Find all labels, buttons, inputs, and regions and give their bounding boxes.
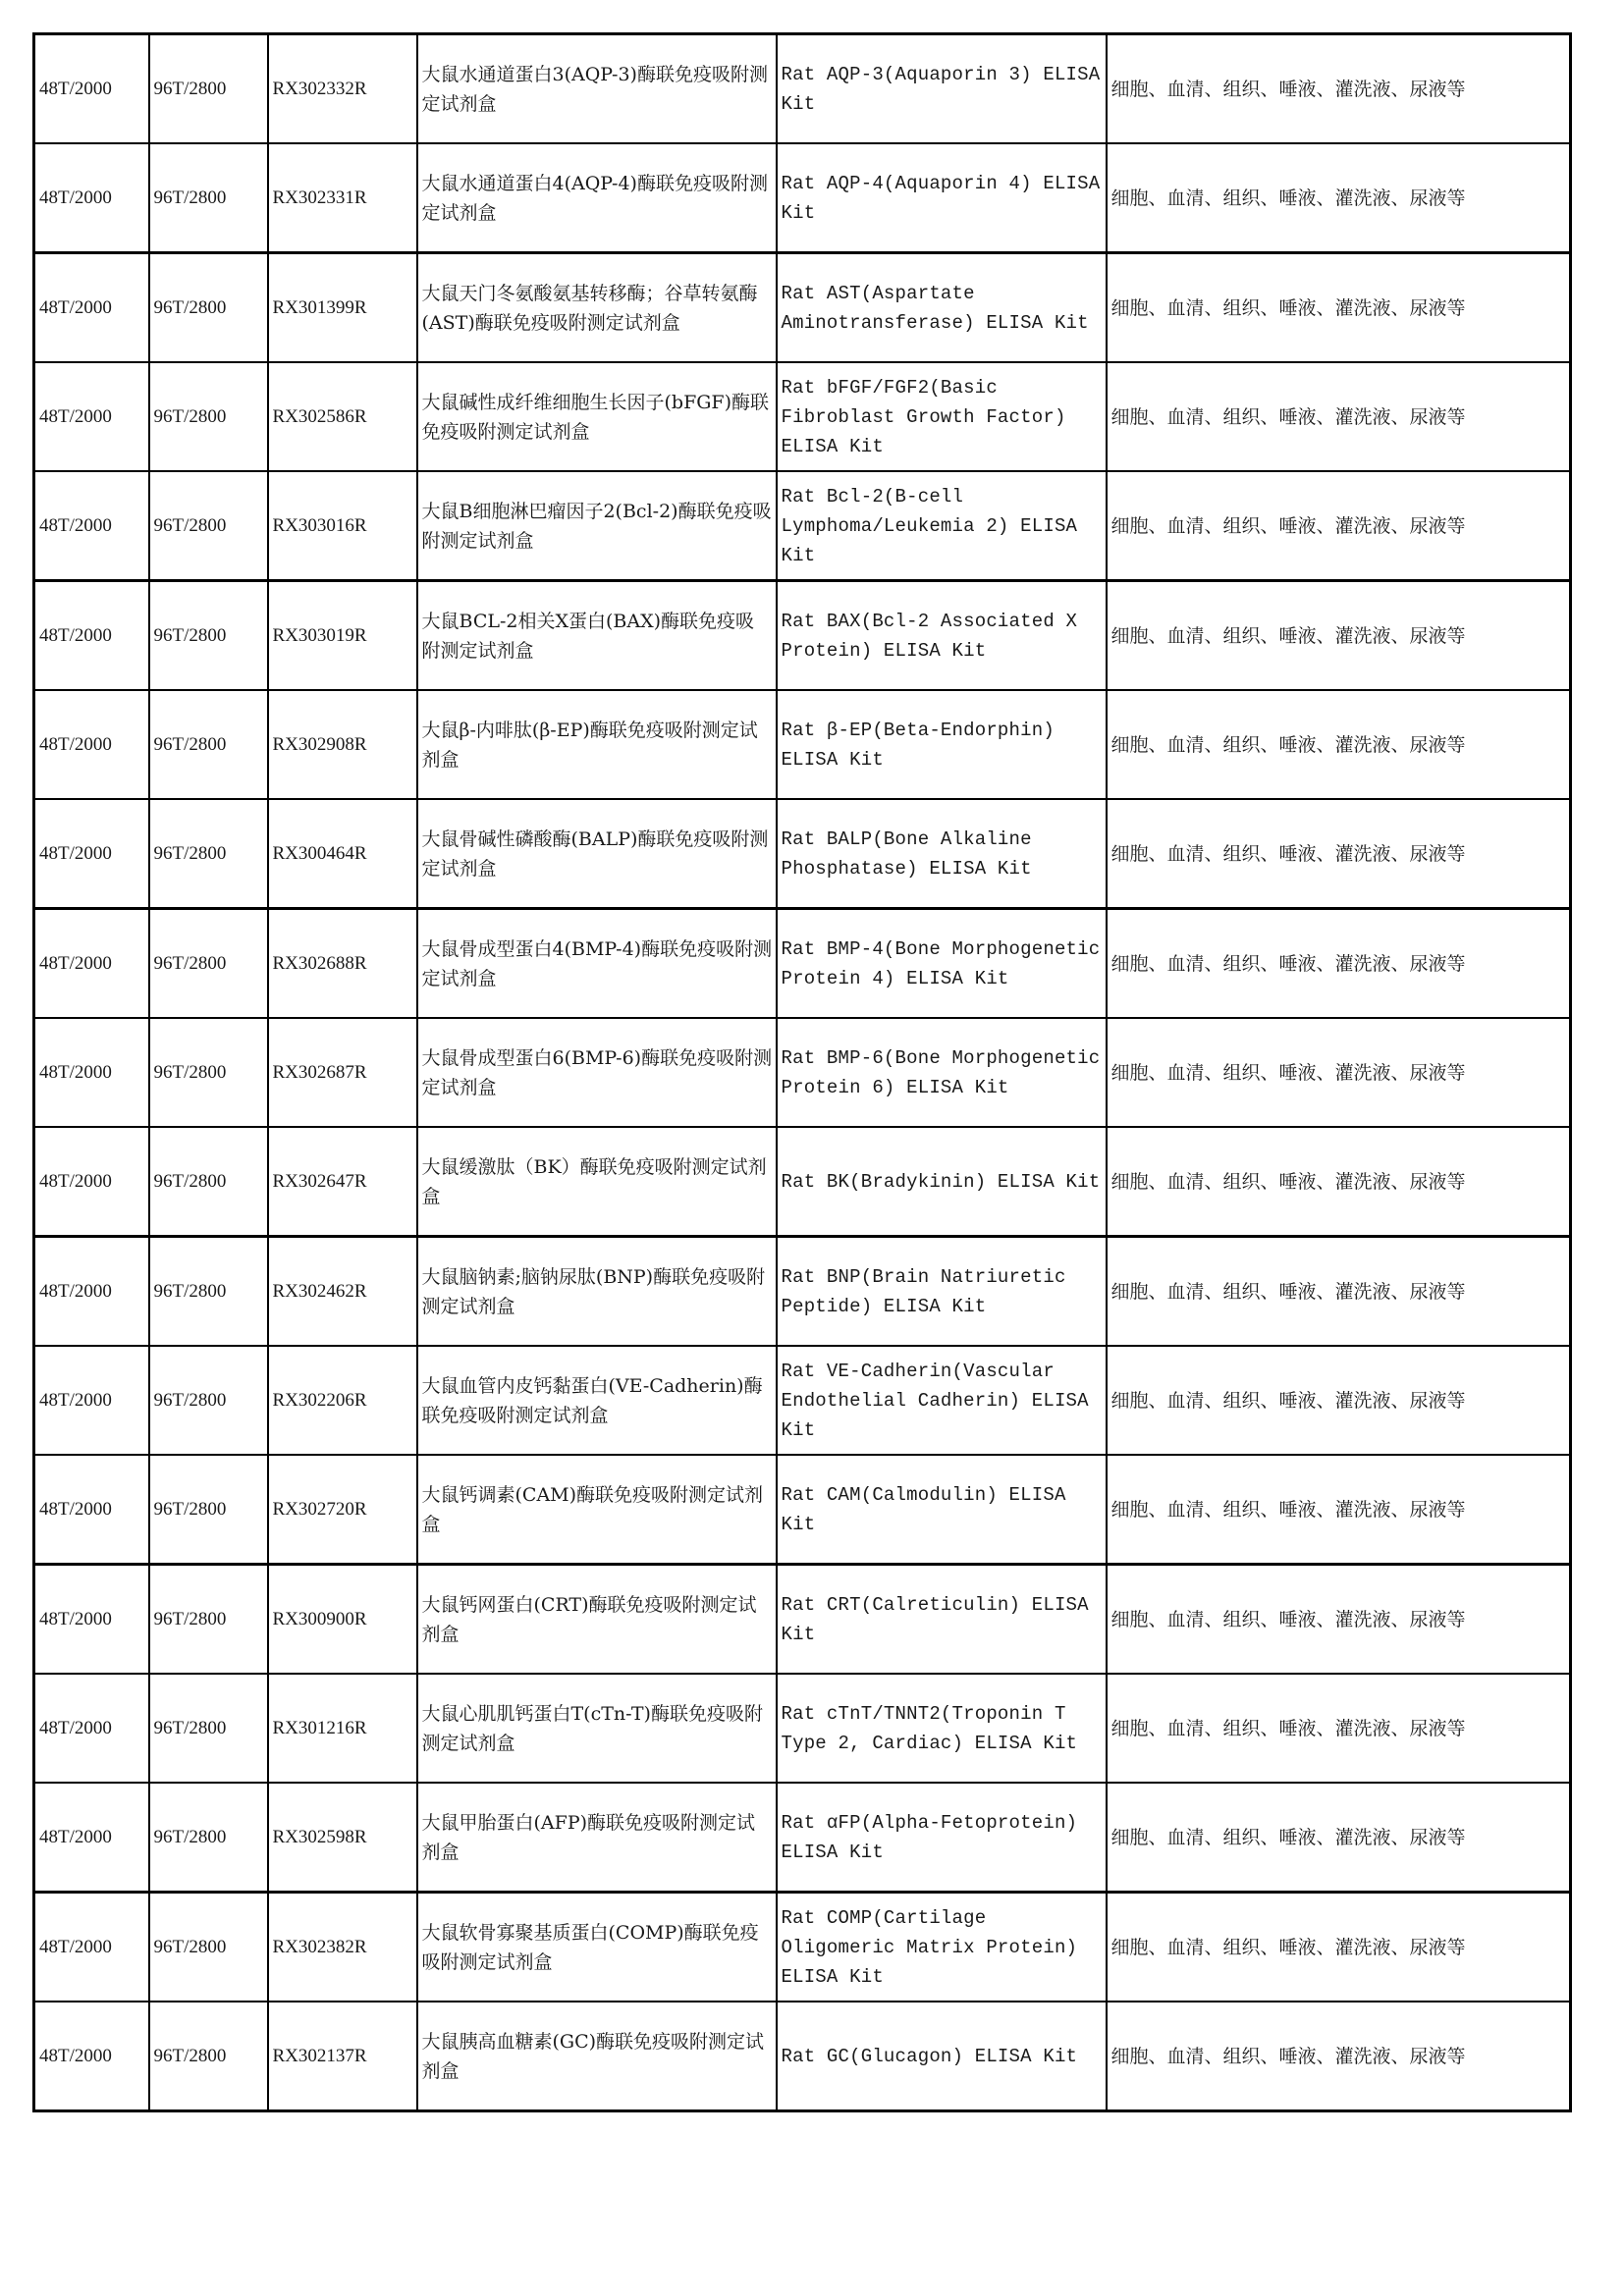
product-name-english: Rat BNP(Brain Natriuretic Peptide) ELISA Kit bbox=[777, 1237, 1107, 1347]
product-name-chinese: 大鼠碱性成纤维细胞生长因子(bFGF)酶联免疫吸附测定试剂盒 bbox=[417, 362, 777, 471]
size-48t-price: 48T/2000 bbox=[34, 1346, 149, 1455]
catalog-number: RX301399R bbox=[268, 253, 417, 363]
size-96t-price: 96T/2800 bbox=[149, 143, 268, 253]
catalog-number: RX303016R bbox=[268, 471, 417, 581]
sample-types: 细胞、血清、组织、唾液、灌洗液、尿液等 bbox=[1107, 34, 1571, 144]
size-48t-price: 48T/2000 bbox=[34, 799, 149, 909]
size-48t-price: 48T/2000 bbox=[34, 1237, 149, 1347]
catalog-number: RX302647R bbox=[268, 1127, 417, 1237]
product-name-english: Rat Bcl-2(B-cell Lymphoma/Leukemia 2) ELISA Kit bbox=[777, 471, 1107, 581]
size-96t-price: 96T/2800 bbox=[149, 253, 268, 363]
product-name-english: Rat β-EP(Beta-Endorphin) ELISA Kit bbox=[777, 690, 1107, 799]
table-row bbox=[34, 1018, 1571, 1127]
sample-types: 细胞、血清、组织、唾液、灌洗液、尿液等 bbox=[1107, 1893, 1571, 2002]
size-96t-price: 96T/2800 bbox=[149, 799, 268, 909]
catalog-number: RX302688R bbox=[268, 909, 417, 1019]
sample-types: 细胞、血清、组织、唾液、灌洗液、尿液等 bbox=[1107, 1783, 1571, 1893]
sample-types: 细胞、血清、组织、唾液、灌洗液、尿液等 bbox=[1107, 1018, 1571, 1127]
product-name-english: Rat BAX(Bcl-2 Associated X Protein) ELISA Kit bbox=[777, 581, 1107, 691]
product-name-chinese: 大鼠BCL-2相关X蛋白(BAX)酶联免疫吸附测定试剂盒 bbox=[417, 581, 777, 691]
product-name-chinese: 大鼠胰高血糖素(GC)酶联免疫吸附测定试剂盒 bbox=[417, 2002, 777, 2111]
product-name-english: Rat BMP-6(Bone Morphogenetic Protein 6) ELISA Kit bbox=[777, 1018, 1107, 1127]
sample-types: 细胞、血清、组织、唾液、灌洗液、尿液等 bbox=[1107, 1237, 1571, 1347]
catalog-number: RX302332R bbox=[268, 34, 417, 144]
table-row bbox=[34, 1565, 1571, 1675]
size-96t-price: 96T/2800 bbox=[149, 690, 268, 799]
product-catalog-table bbox=[32, 32, 1572, 2112]
catalog-body bbox=[34, 34, 1571, 2111]
table-row bbox=[34, 1674, 1571, 1783]
table-row bbox=[34, 1893, 1571, 2002]
table-row bbox=[34, 471, 1571, 581]
catalog-number: RX301216R bbox=[268, 1674, 417, 1783]
size-48t-price: 48T/2000 bbox=[34, 143, 149, 253]
size-48t-price: 48T/2000 bbox=[34, 471, 149, 581]
product-name-chinese: 大鼠骨成型蛋白6(BMP-6)酶联免疫吸附测定试剂盒 bbox=[417, 1018, 777, 1127]
product-name-chinese: 大鼠缓激肽（BK）酶联免疫吸附测定试剂盒 bbox=[417, 1127, 777, 1237]
product-name-chinese: 大鼠甲胎蛋白(AFP)酶联免疫吸附测定试剂盒 bbox=[417, 1783, 777, 1893]
size-48t-price: 48T/2000 bbox=[34, 1783, 149, 1893]
product-name-english: Rat VE-Cadherin(Vascular Endothelial Cadherin) ELISA Kit bbox=[777, 1346, 1107, 1455]
size-96t-price: 96T/2800 bbox=[149, 1018, 268, 1127]
product-name-english: Rat AST(Aspartate Aminotransferase) ELISA Kit bbox=[777, 253, 1107, 363]
product-name-english: Rat BK(Bradykinin) ELISA Kit bbox=[777, 1127, 1107, 1237]
size-96t-price: 96T/2800 bbox=[149, 1237, 268, 1347]
sample-types: 细胞、血清、组织、唾液、灌洗液、尿液等 bbox=[1107, 690, 1571, 799]
size-48t-price: 48T/2000 bbox=[34, 1455, 149, 1565]
product-name-chinese: 大鼠水通道蛋白3(AQP-3)酶联免疫吸附测定试剂盒 bbox=[417, 34, 777, 144]
table-row bbox=[34, 909, 1571, 1019]
sample-types: 细胞、血清、组织、唾液、灌洗液、尿液等 bbox=[1107, 143, 1571, 253]
catalog-number: RX302137R bbox=[268, 2002, 417, 2111]
size-48t-price: 48T/2000 bbox=[34, 1127, 149, 1237]
product-name-english: Rat BALP(Bone Alkaline Phosphatase) ELISA Kit bbox=[777, 799, 1107, 909]
size-96t-price: 96T/2800 bbox=[149, 1893, 268, 2002]
table-row bbox=[34, 143, 1571, 253]
product-name-chinese: 大鼠骨碱性磷酸酶(BALP)酶联免疫吸附测定试剂盒 bbox=[417, 799, 777, 909]
table-row bbox=[34, 1346, 1571, 1455]
size-96t-price: 96T/2800 bbox=[149, 2002, 268, 2111]
table-row bbox=[34, 1783, 1571, 1893]
product-name-chinese: 大鼠脑钠素;脑钠尿肽(BNP)酶联免疫吸附测定试剂盒 bbox=[417, 1237, 777, 1347]
sample-types: 细胞、血清、组织、唾液、灌洗液、尿液等 bbox=[1107, 1674, 1571, 1783]
size-48t-price: 48T/2000 bbox=[34, 1893, 149, 2002]
size-96t-price: 96T/2800 bbox=[149, 471, 268, 581]
product-name-chinese: 大鼠软骨寡聚基质蛋白(COMP)酶联免疫吸附测定试剂盒 bbox=[417, 1893, 777, 2002]
table-row bbox=[34, 581, 1571, 691]
table-row bbox=[34, 2002, 1571, 2111]
product-name-english: Rat αFP(Alpha-Fetoprotein) ELISA Kit bbox=[777, 1783, 1107, 1893]
size-96t-price: 96T/2800 bbox=[149, 581, 268, 691]
catalog-number: RX302382R bbox=[268, 1893, 417, 2002]
product-name-chinese: 大鼠心肌肌钙蛋白T(cTn-T)酶联免疫吸附测定试剂盒 bbox=[417, 1674, 777, 1783]
product-name-chinese: 大鼠骨成型蛋白4(BMP-4)酶联免疫吸附测定试剂盒 bbox=[417, 909, 777, 1019]
size-48t-price: 48T/2000 bbox=[34, 581, 149, 691]
size-48t-price: 48T/2000 bbox=[34, 1565, 149, 1675]
sample-types: 细胞、血清、组织、唾液、灌洗液、尿液等 bbox=[1107, 1455, 1571, 1565]
catalog-number: RX300464R bbox=[268, 799, 417, 909]
product-name-chinese: 大鼠钙网蛋白(CRT)酶联免疫吸附测定试剂盒 bbox=[417, 1565, 777, 1675]
catalog-number: RX302586R bbox=[268, 362, 417, 471]
size-48t-price: 48T/2000 bbox=[34, 909, 149, 1019]
sample-types: 细胞、血清、组织、唾液、灌洗液、尿液等 bbox=[1107, 799, 1571, 909]
catalog-number: RX302908R bbox=[268, 690, 417, 799]
sample-types: 细胞、血清、组织、唾液、灌洗液、尿液等 bbox=[1107, 362, 1571, 471]
product-name-english: Rat bFGF/FGF2(Basic Fibroblast Growth Factor) ELISA Kit bbox=[777, 362, 1107, 471]
size-96t-price: 96T/2800 bbox=[149, 1455, 268, 1565]
product-name-english: Rat AQP-4(Aquaporin 4) ELISA Kit bbox=[777, 143, 1107, 253]
catalog-number: RX302206R bbox=[268, 1346, 417, 1455]
size-96t-price: 96T/2800 bbox=[149, 909, 268, 1019]
size-96t-price: 96T/2800 bbox=[149, 1674, 268, 1783]
size-48t-price: 48T/2000 bbox=[34, 253, 149, 363]
catalog-number: RX303019R bbox=[268, 581, 417, 691]
catalog-number: RX302720R bbox=[268, 1455, 417, 1565]
sample-types: 细胞、血清、组织、唾液、灌洗液、尿液等 bbox=[1107, 909, 1571, 1019]
product-name-chinese: 大鼠β-内啡肽(β-EP)酶联免疫吸附测定试剂盒 bbox=[417, 690, 777, 799]
product-name-chinese: 大鼠B细胞淋巴瘤因子2(Bcl-2)酶联免疫吸附测定试剂盒 bbox=[417, 471, 777, 581]
product-name-english: Rat BMP-4(Bone Morphogenetic Protein 4) ELISA Kit bbox=[777, 909, 1107, 1019]
sample-types: 细胞、血清、组织、唾液、灌洗液、尿液等 bbox=[1107, 471, 1571, 581]
table-row bbox=[34, 1455, 1571, 1565]
catalog-number: RX302462R bbox=[268, 1237, 417, 1347]
size-96t-price: 96T/2800 bbox=[149, 1783, 268, 1893]
size-96t-price: 96T/2800 bbox=[149, 1346, 268, 1455]
catalog-number: RX302331R bbox=[268, 143, 417, 253]
catalog-number: RX302687R bbox=[268, 1018, 417, 1127]
size-48t-price: 48T/2000 bbox=[34, 1674, 149, 1783]
table-row bbox=[34, 253, 1571, 363]
product-name-chinese: 大鼠天门冬氨酸氨基转移酶；谷草转氨酶(AST)酶联免疫吸附测定试剂盒 bbox=[417, 253, 777, 363]
sample-types: 细胞、血清、组织、唾液、灌洗液、尿液等 bbox=[1107, 2002, 1571, 2111]
size-96t-price: 96T/2800 bbox=[149, 362, 268, 471]
table-row bbox=[34, 34, 1571, 144]
catalog-number: RX302598R bbox=[268, 1783, 417, 1893]
product-name-chinese: 大鼠钙调素(CAM)酶联免疫吸附测定试剂盒 bbox=[417, 1455, 777, 1565]
product-name-english: Rat AQP-3(Aquaporin 3) ELISA Kit bbox=[777, 34, 1107, 144]
product-name-chinese: 大鼠血管内皮钙黏蛋白(VE-Cadherin)酶联免疫吸附测定试剂盒 bbox=[417, 1346, 777, 1455]
product-name-chinese: 大鼠水通道蛋白4(AQP-4)酶联免疫吸附测定试剂盒 bbox=[417, 143, 777, 253]
sample-types: 细胞、血清、组织、唾液、灌洗液、尿液等 bbox=[1107, 1127, 1571, 1237]
sample-types: 细胞、血清、组织、唾液、灌洗液、尿液等 bbox=[1107, 581, 1571, 691]
table-row bbox=[34, 690, 1571, 799]
product-name-english: Rat GC(Glucagon) ELISA Kit bbox=[777, 2002, 1107, 2111]
size-96t-price: 96T/2800 bbox=[149, 1127, 268, 1237]
sample-types: 细胞、血清、组织、唾液、灌洗液、尿液等 bbox=[1107, 1565, 1571, 1675]
product-name-english: Rat cTnT/TNNT2(Troponin T Type 2, Cardiac) ELISA Kit bbox=[777, 1674, 1107, 1783]
table-row bbox=[34, 1237, 1571, 1347]
product-name-english: Rat CRT(Calreticulin) ELISA Kit bbox=[777, 1565, 1107, 1675]
table-row bbox=[34, 799, 1571, 909]
size-96t-price: 96T/2800 bbox=[149, 34, 268, 144]
size-48t-price: 48T/2000 bbox=[34, 362, 149, 471]
catalog-number: RX300900R bbox=[268, 1565, 417, 1675]
sample-types: 细胞、血清、组织、唾液、灌洗液、尿液等 bbox=[1107, 1346, 1571, 1455]
size-48t-price: 48T/2000 bbox=[34, 34, 149, 144]
table-row bbox=[34, 1127, 1571, 1237]
product-name-english: Rat CAM(Calmodulin) ELISA Kit bbox=[777, 1455, 1107, 1565]
size-96t-price: 96T/2800 bbox=[149, 1565, 268, 1675]
product-name-english: Rat COMP(Cartilage Oligomeric Matrix Protein) ELISA Kit bbox=[777, 1893, 1107, 2002]
size-48t-price: 48T/2000 bbox=[34, 2002, 149, 2111]
table-row bbox=[34, 362, 1571, 471]
size-48t-price: 48T/2000 bbox=[34, 1018, 149, 1127]
size-48t-price: 48T/2000 bbox=[34, 690, 149, 799]
sample-types: 细胞、血清、组织、唾液、灌洗液、尿液等 bbox=[1107, 253, 1571, 363]
